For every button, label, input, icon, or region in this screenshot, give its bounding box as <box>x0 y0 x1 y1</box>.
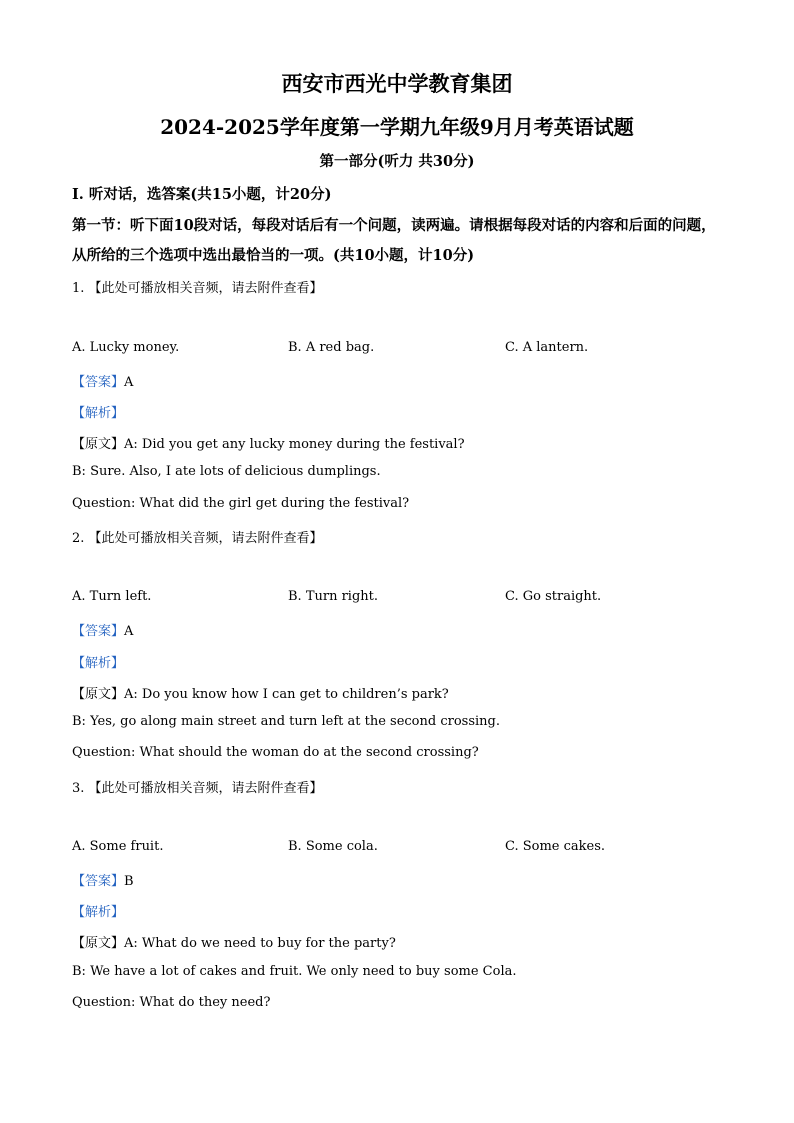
transcript-text: A: What do we need to buy for the party? <box>124 936 396 951</box>
question-3-answer <box>72 870 134 889</box>
question-3-transcript-line-2: B: We have a lot of cakes and fruit. We only need to buy some Cola. <box>72 964 517 979</box>
answer-label: 【答案】 <box>72 874 125 889</box>
transcript-text: A: Do you know how I can get to children’s park? <box>124 687 449 702</box>
question-3-option-a: A. Some fruit. <box>72 839 164 854</box>
question-2-transcript-line-2: B: Yes, go along main street and turn left at the second crossing. <box>72 714 500 729</box>
transcript-text: A: Did you get any lucky money during the festival? <box>124 437 465 452</box>
part-heading: 第一部分(听力 共30分) <box>319 153 475 170</box>
section-heading: I. 听对话，选答案(共15小题，计20分) <box>72 186 332 203</box>
answer-value: A <box>124 624 134 639</box>
question-3-transcript-line-1 <box>72 932 396 951</box>
question-2-answer <box>72 620 133 639</box>
answer-value: B <box>124 874 134 889</box>
analysis-label: 【解析】 <box>72 406 125 421</box>
original-label: 【原文】 <box>72 437 125 452</box>
question-1-option-a: A. Lucky money. <box>72 340 180 355</box>
question-2-option-c: C. Go straight. <box>505 589 602 604</box>
question-2-option-b: B. Turn right. <box>288 589 379 604</box>
section-instruction: 第一节：听下面10段对话，每段对话后有一个问题，读两遍。请根据每段对话的内容和后面的问题，从所给的三个选项中选出最恰当的一项。(共10小题，计10分) <box>72 217 716 264</box>
answer-value: A <box>124 375 134 390</box>
question-1-transcript-line-2: B: Sure. Also, I ate lots of delicious dumplings. <box>72 464 381 479</box>
question-3-question-line: Question: What do they need? <box>72 995 271 1010</box>
question-1-option-c: C. A lantern. <box>505 340 589 355</box>
question-1-answer <box>72 371 133 390</box>
answer-label: 【答案】 <box>72 624 125 639</box>
question-1-transcript-line-1 <box>72 433 465 452</box>
question-2-option-a: A. Turn left. <box>72 589 152 604</box>
question-3-option-c: C. Some cakes. <box>505 839 606 854</box>
original-label: 【原文】 <box>72 687 125 702</box>
analysis-label: 【解析】 <box>72 905 125 920</box>
question-1-number[interactable]: 1. 【此处可播放相关音频，请去附件查看】 <box>72 281 323 296</box>
question-2-analysis <box>72 652 124 671</box>
analysis-label: 【解析】 <box>72 656 125 671</box>
question-2-transcript-line-1 <box>72 683 449 702</box>
question-1-analysis <box>72 402 124 421</box>
answer-label: 【答案】 <box>72 375 125 390</box>
question-3-analysis <box>72 901 124 920</box>
question-3-number[interactable]: 3. 【此处可播放相关音频，请去附件查看】 <box>72 781 323 796</box>
question-2-number[interactable]: 2. 【此处可播放相关音频，请去附件查看】 <box>72 531 323 546</box>
school-name: 西安市西光中学教育集团 <box>281 71 513 96</box>
question-2-question-line: Question: What should the woman do at the second crossing? <box>72 745 479 760</box>
original-label: 【原文】 <box>72 936 125 951</box>
question-1-option-b: B. A red bag. <box>288 340 375 355</box>
exam-title: 2024-2025学年度第一学期九年级9月月考英语试题 <box>160 115 634 139</box>
question-1-question-line: Question: What did the girl get during the festival? <box>72 496 410 511</box>
question-3-option-b: B. Some cola. <box>288 839 378 854</box>
